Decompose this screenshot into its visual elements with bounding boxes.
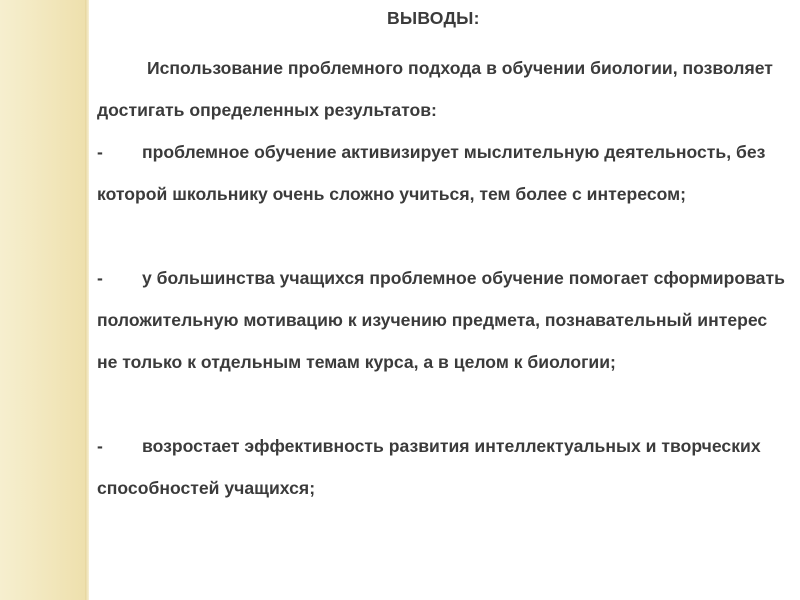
bullet-text: возростает эффективность развития интеллектуальных и творческих способностей учащихся; — [97, 436, 761, 498]
bullet-item-1 — [97, 131, 787, 215]
bullet-marker: - — [97, 436, 103, 456]
decorative-band-edge — [85, 0, 89, 600]
decorative-side-band — [0, 0, 85, 600]
bullet-text: проблемное обучение активизирует мыслительную деятельность, без которой школьнику очень сложно учиться, тем более с интересом; — [97, 142, 766, 204]
intro-paragraph — [97, 47, 787, 131]
intro-text: Использование проблемного подхода в обучении биологии, позволяет достигать определенных результатов: — [97, 58, 773, 120]
bullet-marker: - — [97, 268, 103, 288]
bullet-item-3 — [97, 425, 787, 509]
bullet-text: у большинства учащихся проблемное обучение помогает сформировать положительную мотивацию к изучению предмета, познавательный интерес не только к отдельным темам курса, а в целом к биологии; — [97, 268, 785, 372]
bullet-item-2 — [97, 257, 787, 383]
bullet-marker: - — [97, 142, 103, 162]
slide-title: ВЫВОДЫ: — [387, 8, 480, 28]
